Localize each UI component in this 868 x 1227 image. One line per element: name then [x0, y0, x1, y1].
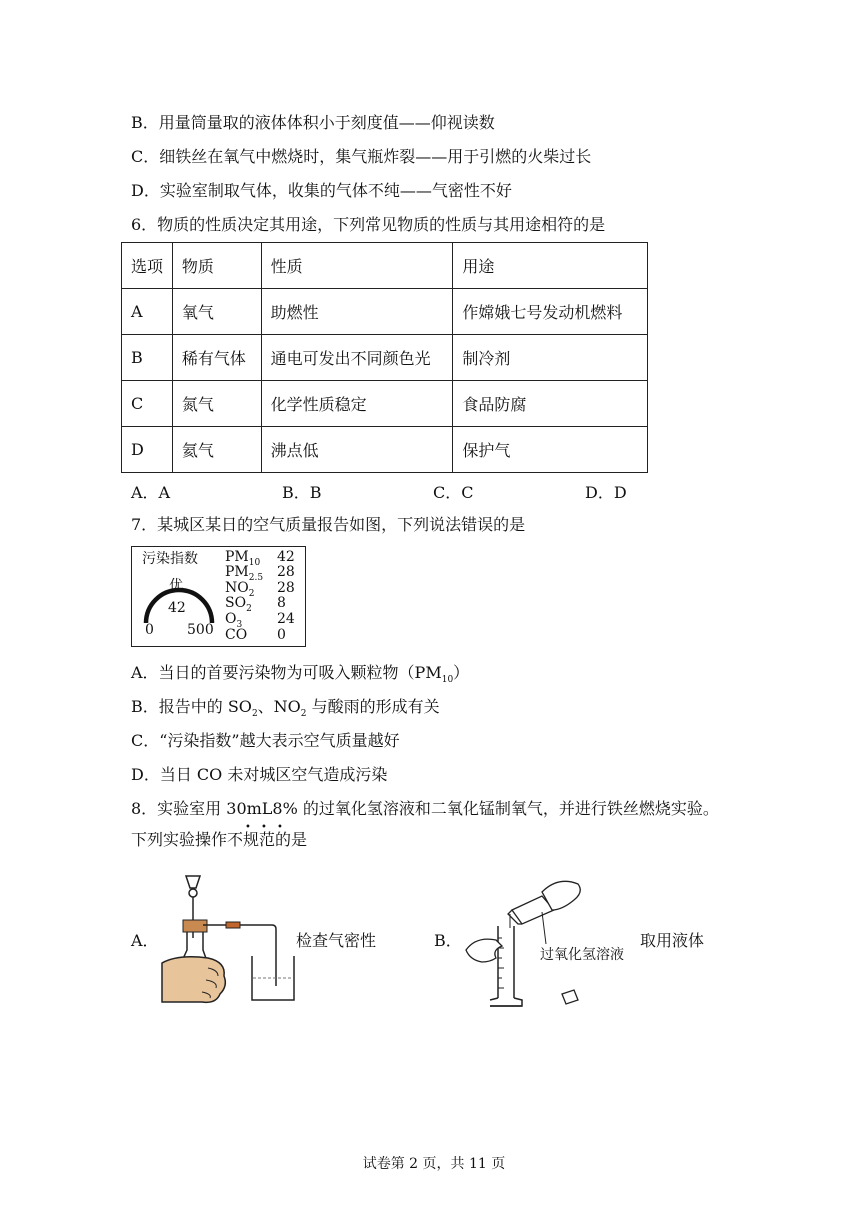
q7-option-d[interactable]: D．当日 CO 未对城区空气造成污染 [131, 765, 388, 784]
q8-option-b-caption: 取用液体 [640, 931, 705, 950]
pollutant-pm25: $PM_{2.5}$ [225, 564, 264, 583]
table-row [122, 381, 648, 427]
table-cell: 食品防腐 [453, 381, 648, 427]
value-no2: 28 [277, 580, 295, 596]
page-footer: 试卷第 2 页，共 11 页 [362, 1156, 506, 1172]
table-cell: 作嫦娥七号发动机燃料 [453, 289, 648, 335]
q8-stem-line1: 8．实验室用 30mL8% 的过氧化氢溶液和二氧化锰制氧气，并进行铁丝燃烧实验。 [131, 799, 719, 818]
airtightness-check-figure [158, 868, 298, 1008]
table-cell: 保护气 [453, 427, 648, 473]
header-cell: 物质 [172, 243, 261, 289]
emphasis-dot: • [245, 822, 251, 833]
q5-option-b: B．用量筒量取的液体体积小于刻度值——仰视读数 [131, 113, 495, 132]
q7-option-c[interactable]: C．“污染指数”越大表示空气质量越好 [131, 731, 400, 750]
q7-stem: 7．某城区某日的空气质量报告如图，下列说法错误的是 [131, 515, 526, 534]
report-title: 污染指数 [142, 551, 198, 567]
report-index: 42 [168, 600, 186, 616]
pour-liquid-figure [462, 866, 592, 1011]
q8-option-b-solution-label: 过氧化氢溶液 [540, 947, 624, 963]
q6-properties-table [121, 242, 648, 473]
table-cell: 氧气 [172, 289, 261, 335]
value-co: 0 [277, 627, 286, 643]
table-cell: 稀有气体 [172, 335, 261, 381]
table-cell: 化学性质稳定 [261, 381, 453, 427]
q6-option-b[interactable]: B．B [282, 483, 322, 502]
air-quality-report [131, 546, 306, 647]
q5-option-c: C．细铁丝在氧气中燃烧时，集气瓶炸裂——用于引燃的火柴过长 [131, 147, 592, 166]
value-so2: 8 [277, 595, 286, 611]
report-level: 优 [169, 578, 183, 594]
emphasis-dot: • [277, 822, 283, 833]
header-cell: 性质 [261, 243, 453, 289]
pollutant-o3: $O_3$ [225, 611, 243, 630]
table-row [122, 289, 648, 335]
q8-option-a-label[interactable]: A． [131, 931, 159, 950]
q6-options [0, 480, 868, 502]
q8-stem-line2: 下列实验操作不规范的是 [131, 830, 308, 849]
scale-max: 500 [187, 622, 214, 638]
emphasis-dot: • [261, 822, 267, 833]
q8-option-b-label[interactable]: B． [434, 931, 462, 950]
table-cell: D [122, 427, 173, 473]
pollutant-no2: $NO_2$ [225, 580, 255, 599]
table-cell: 氦气 [172, 427, 261, 473]
table-header-row [122, 243, 648, 289]
table-cell: 通电可发出不同颜色光 [261, 335, 453, 381]
value-pm10: 42 [277, 549, 295, 565]
q6-stem: 6．物质的性质决定其用途，下列常见物质的性质与其用途相符的是 [131, 215, 606, 234]
q7-option-a[interactable]: A．当日的首要污染物为可吸入颗粒物$(PM_{10})$ [131, 663, 470, 686]
pollutant-pm10: $PM_{10}$ [225, 549, 261, 568]
q5-option-d: D．实验室制取气体，收集的气体不纯——气密性不好 [131, 181, 512, 200]
table-row [122, 427, 648, 473]
q7-option-b[interactable]: B．报告中的 $SO_2$、$NO_2$ 与酸雨的形成有关 [131, 697, 440, 720]
pollutant-co: CO [225, 627, 248, 643]
header-cell: 用途 [453, 243, 648, 289]
table-cell: 制冷剂 [453, 335, 648, 381]
q6-option-c[interactable]: C．C [433, 483, 474, 502]
q6-option-d[interactable]: D．D [585, 483, 627, 502]
table-cell: 助燃性 [261, 289, 453, 335]
table-cell: A [122, 289, 173, 335]
table-cell: C [122, 381, 173, 427]
value-o3: 24 [277, 611, 295, 627]
table-cell: B [122, 335, 173, 381]
table-cell: 沸点低 [261, 427, 453, 473]
value-pm25: 28 [277, 564, 295, 580]
header-cell: 选项 [122, 243, 173, 289]
table-row [122, 335, 648, 381]
table-cell: 氮气 [172, 381, 261, 427]
q6-option-a[interactable]: A．A [131, 483, 171, 502]
scale-min: 0 [145, 622, 154, 638]
q8-option-a-caption: 检查气密性 [296, 931, 377, 950]
pollutant-so2: $SO_2$ [225, 595, 252, 614]
